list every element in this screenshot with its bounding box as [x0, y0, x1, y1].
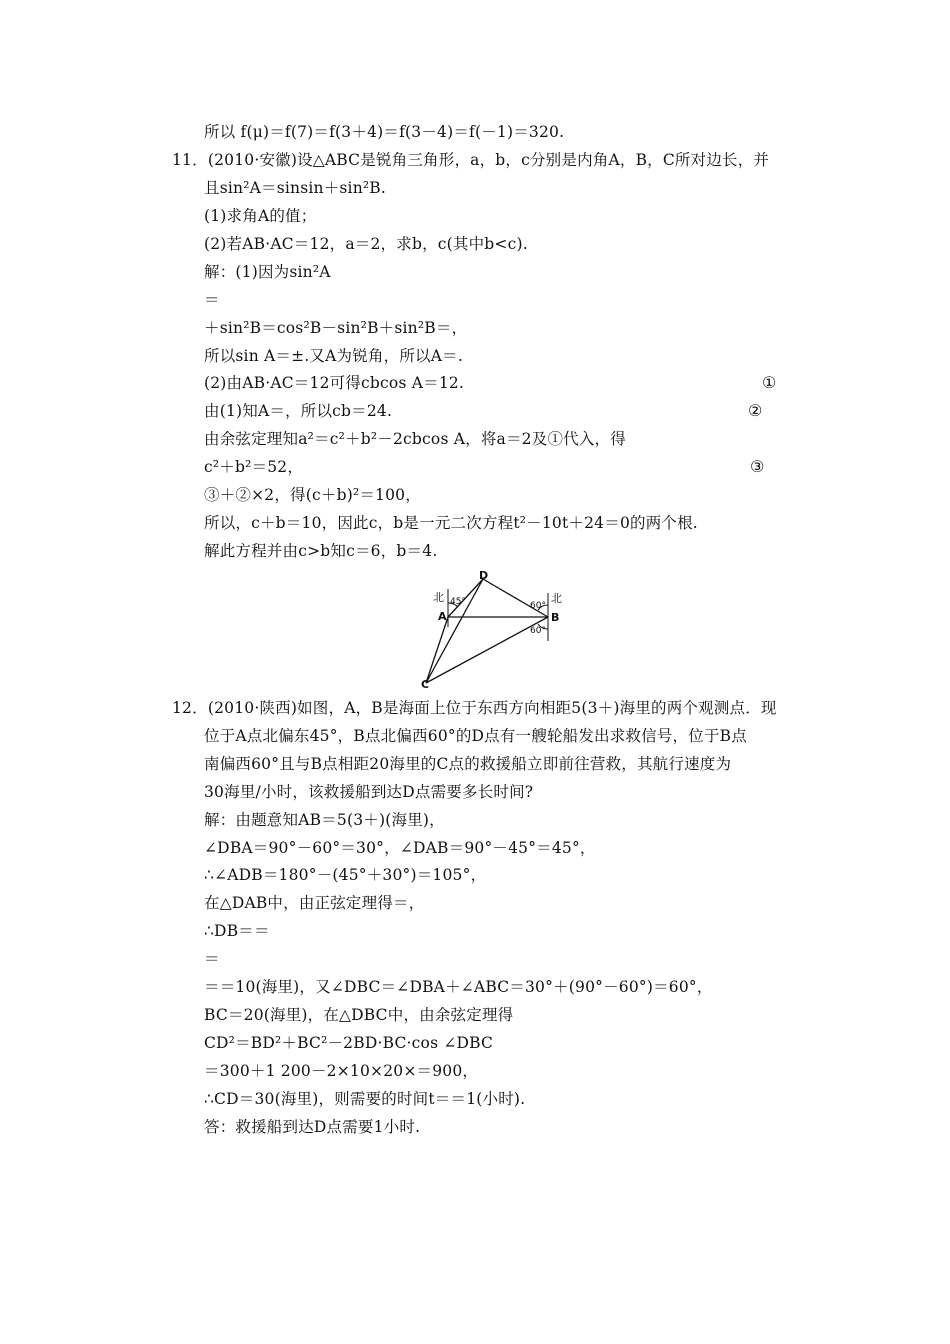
text-line: 所以sin A＝±.又A为锐角，所以A＝. [204, 347, 463, 365]
problem-11-heading: 11．(2010·安徽)设△ABC是锐角三角形，a，b，c分别是内角A，B，C所对边长，并 [172, 151, 770, 169]
angle-label-45: 45° [450, 597, 466, 607]
text-line: ＋sin²B＝cos²B－sin²B＋sin²B＝， [204, 319, 468, 337]
text-line: ＝ [204, 291, 220, 309]
text-line: 所以 f(μ)＝f(7)＝f(3＋4)＝f(3－4)＝f(－1)＝320. [204, 123, 565, 141]
text-line: 解：由题意知AB＝5(3＋)(海里)， [204, 811, 445, 829]
equation-marker-1: ① [762, 373, 777, 392]
text-line: (2)由AB·AC＝12可得cbcos A＝12. [204, 374, 465, 392]
north-label-b: 北 [551, 592, 562, 605]
text-line: ＝＝10(海里)，又∠DBC＝∠DBA＋∠ABC＝30°＋(90°－60°)＝60°， [204, 978, 713, 996]
problem-12-heading: 12．(2010·陕西)如图，A，B是海面上位于东西方向相距5(3＋)海里的两个观测点．现 [172, 699, 777, 717]
text-line: ③＋②×2，得(c＋b)²＝100， [204, 486, 421, 504]
text-line: 答：救援船到达D点需要1小时. [204, 1118, 421, 1136]
text-line: ＝ [204, 950, 220, 968]
text-line: ∠DBA＝90°－60°＝30°，∠DAB＝90°－45°＝45°， [204, 839, 596, 857]
north-label-a: 北 [433, 591, 444, 604]
text-line: ∴∠ADB＝180°－(45°＋30°)＝105°， [204, 866, 487, 884]
text-line: ∴DB＝＝ [204, 922, 270, 940]
text-line: ∴CD＝30(海里)，则需要的时间t＝＝1(小时). [204, 1090, 526, 1108]
angle-label-60-south: 60° [530, 626, 546, 636]
point-label-b: B [551, 611, 560, 624]
text-line: c²＋b²＝52， [204, 458, 304, 476]
point-label-a: A [438, 610, 447, 623]
text-line: (2)若AB·AC＝12，a＝2，求b，c(其中b<c). [204, 235, 528, 253]
text-line: 由余弦定理知a²＝c²＋b²－2cbcos A，将a＝2及①代入，得 [204, 430, 626, 448]
equation-marker-2: ② [748, 401, 763, 420]
text-line: 在△DAB中，由正弦定理得＝， [204, 894, 425, 912]
text-line: ＝300＋1 200－2×10×20×＝900， [204, 1062, 479, 1080]
text-line: CD²＝BD²＋BC²－2BD·BC·cos ∠DBC [204, 1034, 494, 1052]
text-line: 30海里/小时，该救援船到达D点需要多长时间? [204, 783, 534, 801]
equation-marker-3: ③ [750, 457, 765, 476]
text-line: 位于A点北偏东45°，B点北偏西60°的D点有一艘轮船发出求救信号，位于B点 [204, 727, 747, 745]
text-line: BC＝20(海里)，在△DBC中，由余弦定理得 [204, 1006, 514, 1024]
geometry-figure [420, 565, 580, 690]
angle-label-60-north: 60° [530, 601, 546, 611]
text-line: 解此方程并由c>b知c＝6，b＝4. [204, 542, 438, 560]
point-label-c: C [421, 678, 430, 690]
text-line: (1)求角A的值； [204, 207, 317, 225]
text-line: 所以，c＋b＝10，因此c，b是一元二次方程t²－10t＋24＝0的两个根. [204, 514, 698, 532]
text-line: 南偏西60°且与B点相距20海里的C点的救援船立即前往营救，其航行速度为 [204, 755, 732, 773]
point-label-d: D [479, 569, 489, 582]
text-line: 且sin²A＝sinsin＋sin²B. [204, 179, 387, 197]
text-line: 由(1)知A＝，所以cb＝24. [204, 402, 393, 420]
text-line: 解：(1)因为sin²A [204, 263, 331, 281]
